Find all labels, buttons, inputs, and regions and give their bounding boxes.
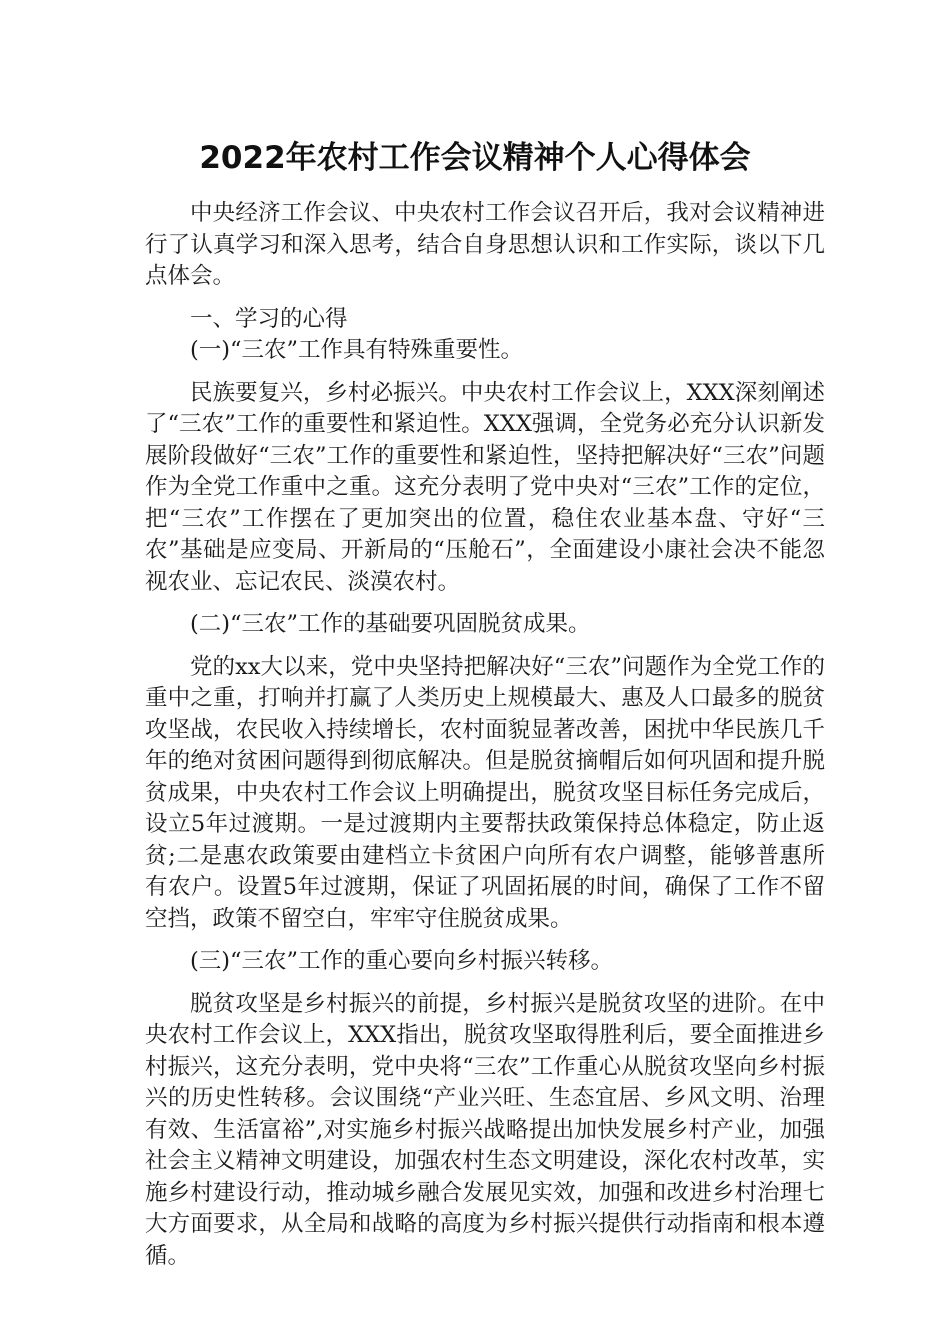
document-title: 2022年农村工作会议精神个人心得体会 — [199, 140, 751, 176]
body-paragraph-3: 脱贫攻坚是乡村振兴的前提，乡村振兴是脱贫攻坚的进阶。在中央农村工作会议上，XXX指出，脱贫攻坚取得胜利后，要全面推进乡村振兴，这充分表明，党中央将“三农”工作重心从脱贫攻坚向乡村振兴的历史性转移。会议围绕“产业兴旺、生态宜居、乡风文明、治理有效、生活富裕”,对实施乡村振兴战略提出加快发展乡村产业，加强社会主义精神文明建设，加强农村生态文明建设，深化农村改革，实施乡村建设行动，推动城乡融合发展见实效，加强和改进乡村治理七大方面要求，从全局和战略的高度为乡村振兴提供行动指南和根本遵循。 — [145, 990, 825, 1269]
subsection-heading-2: (二)“三农”工作的基础要巩固脱贫成果。 — [190, 611, 591, 637]
subsection-heading-1: (一)“三农”工作具有特殊重要性。 — [190, 337, 524, 363]
intro-paragraph: 中央经济工作会议、中央农村工作会议召开后，我对会议精神进行了认真学习和深入思考，结合自身思想认识和工作实际，谈以下几点体会。 — [145, 200, 825, 289]
document-body — [145, 198, 825, 1283]
body-paragraph-1: 民族要复兴，乡村必振兴。中央农村工作会议上，XXX深刻阐述了“三农”工作的重要性和紧迫性。XXX强调，全党务必充分认识新发展阶段做好“三农”工作的重要性和紧迫性，坚持把解决好“三农”问题作为全党工作重中之重。这充分表明了党中央对“三农”工作的定位，把“三农”工作摆在了更加突出的位置，稳住农业基本盘、守好“三农”基础是应变局、开新局的“压舱石”，全面建设小康社会决不能忽视农业、忘记农民、淡漠农村。 — [145, 379, 825, 595]
subsection-heading-3: (三)“三农”工作的重心要向乡村振兴转移。 — [190, 948, 614, 974]
body-paragraph-2: 党的xx大以来，党中央坚持把解决好“三农”问题作为全党工作的重中之重，打响并打赢了人类历史上规模最大、惠及人口最多的脱贫攻坚战，农民收入持续增长，农村面貌显著改善，困扰中华民族几千年的绝对贫困问题得到彻底解决。但是脱贫摘帽后如何巩固和提升脱贫成果，中央农村工作会议上明确提出，脱贫攻坚目标任务完成后，设立5年过渡期。一是过渡期内主要帮扶政策保持总体稳定，防止返贫;二是惠农政策要由建档立卡贫困户向所有农户调整，能够普惠所有农户。设置5年过渡期，保证了巩固拓展的时间，确保了工作不留空挡，政策不留空白，牢牢守住脱贫成果。 — [145, 653, 825, 932]
section-heading-1: 一、学习的心得 — [190, 305, 348, 332]
